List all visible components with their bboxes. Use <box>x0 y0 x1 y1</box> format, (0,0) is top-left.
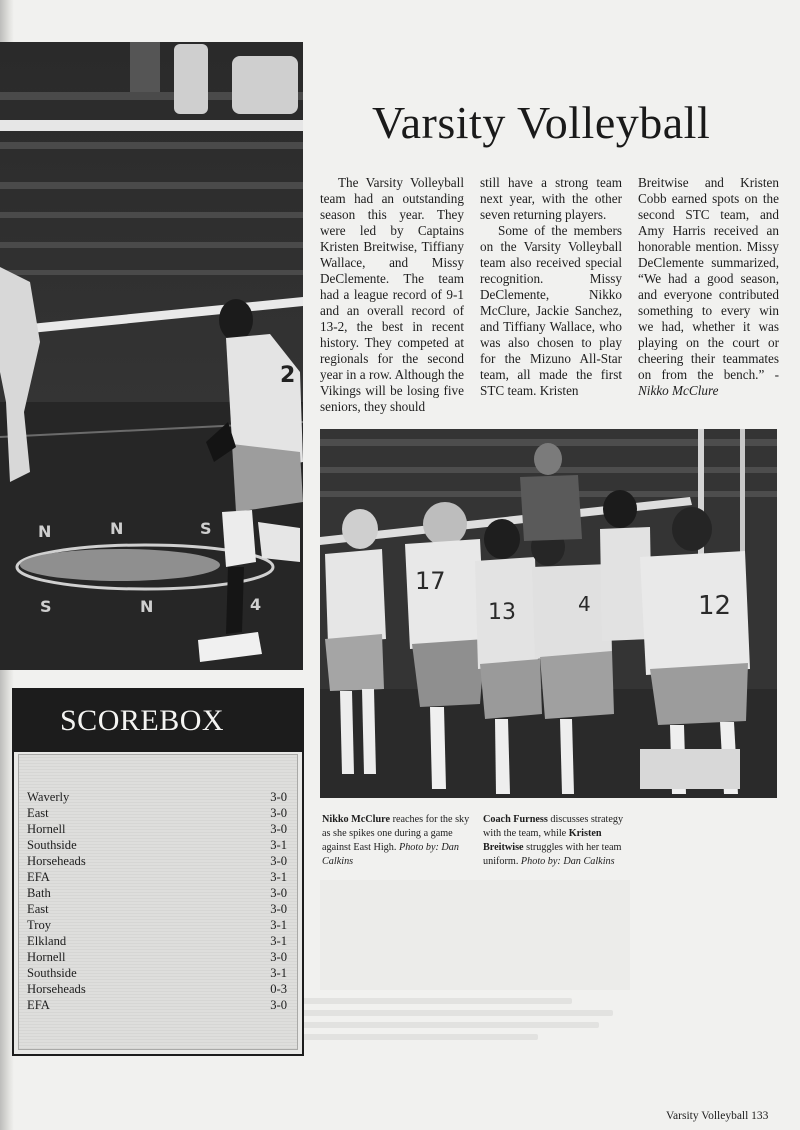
photo-team-huddle <box>320 429 777 798</box>
score-result: 3-1 <box>270 838 287 852</box>
score-result: 3-1 <box>270 934 287 948</box>
faint-line <box>300 1034 538 1040</box>
photo-credit: Photo by: Dan Calkins <box>322 842 459 867</box>
score-row <box>19 869 297 885</box>
score-team: EFA <box>27 998 50 1012</box>
score-result: 3-0 <box>270 950 287 964</box>
floor-letter: N <box>110 519 124 538</box>
jersey-number: 2 <box>280 363 296 388</box>
article-column-3 <box>638 175 779 399</box>
score-team: Southside <box>27 838 77 852</box>
article-column-2 <box>480 175 622 399</box>
score-team: Troy <box>27 918 52 932</box>
score-row <box>19 837 297 853</box>
jersey-number: 13 <box>488 600 516 625</box>
score-row <box>19 821 297 837</box>
score-team: Horseheads <box>27 982 86 996</box>
score-result: 3-0 <box>270 998 287 1012</box>
score-team: EFA <box>27 870 50 884</box>
caption-text: discusses strategy with the team, while <box>483 814 624 839</box>
score-team: Waverly <box>27 790 70 804</box>
score-result: 0-3 <box>270 982 287 996</box>
score-team: Horseheads <box>27 854 86 868</box>
article-paragraph: still have a strong team next year, with the other seven returning players. <box>480 175 622 222</box>
score-row <box>19 965 297 981</box>
scorebox-table <box>18 754 298 1050</box>
caption-subject: Nikko McClure <box>322 814 391 825</box>
caption-right <box>483 813 629 869</box>
faint-line <box>300 1022 599 1028</box>
faint-backside-block <box>320 880 630 990</box>
photo-spike <box>0 42 303 670</box>
caption-text: reaches for the sky as she spikes one during a game against East High. <box>322 814 470 853</box>
score-row <box>19 933 297 949</box>
scorebox-heading: SCOREBOX <box>14 690 302 752</box>
score-result: 3-0 <box>270 902 287 916</box>
score-team: Bath <box>27 886 51 900</box>
score-result: 3-1 <box>270 870 287 884</box>
caption-subject: Kristen Breitwise <box>483 828 602 853</box>
jersey-number: 17 <box>415 567 446 595</box>
photo-credit: Photo by: Dan Calkins <box>520 856 615 867</box>
caption-subject: Coach Furness <box>483 814 548 825</box>
score-row <box>19 805 297 821</box>
scorebox <box>12 688 304 1056</box>
floor-letter: S <box>40 597 52 616</box>
score-result: 3-0 <box>270 886 287 900</box>
score-row <box>19 789 297 805</box>
score-row <box>19 901 297 917</box>
jersey-number: 12 <box>698 591 732 621</box>
score-team: Hornell <box>27 950 66 964</box>
article-paragraph: The Varsity Volleyball team had an outstanding season this year. They were led by Captains Kristen Breitwise, Tiffiany Wallace, and Missy DeClemente. The team had a league record of 9-1 and an overall record of 13-2, the best in recent history. They competed at regionals for the second year in a row. Although the Vikings will be losing five seniors, they should <box>320 175 464 414</box>
score-result: 3-1 <box>270 918 287 932</box>
faint-backside-text <box>300 992 640 1062</box>
score-result: 3-0 <box>270 822 287 836</box>
floor-letter: N <box>38 522 52 541</box>
faint-line <box>300 998 572 1004</box>
article-column-1 <box>320 175 464 415</box>
caption-left <box>322 813 470 869</box>
score-team: Southside <box>27 966 77 980</box>
score-team: Hornell <box>27 822 66 836</box>
score-row <box>19 853 297 869</box>
score-team: East <box>27 902 49 916</box>
article-paragraph <box>638 175 779 399</box>
page-footer: Varsity Volleyball 133 <box>666 1110 769 1122</box>
jersey-number: 4 <box>578 592 591 616</box>
score-result: 3-0 <box>270 806 287 820</box>
photo-spike-image <box>0 42 303 670</box>
score-result: 3-1 <box>270 966 287 980</box>
article-text: Breitwise and Kristen Cobb earned spots on the second STC team, and Amy Harris received an honorable mention. Missy DeClemente summarized, “We had a good season, and everyone contributed something to every win we had, whether it was playing on the court or cheering their teammates on from the bench.” <box>638 175 779 382</box>
floor-letter: N <box>140 597 154 616</box>
photo-team-huddle-image <box>320 429 777 798</box>
score-result: 3-0 <box>270 854 287 868</box>
score-team: Elkland <box>27 934 67 948</box>
score-team: East <box>27 806 49 820</box>
score-row <box>19 997 297 1013</box>
score-row <box>19 917 297 933</box>
caption-text: struggles with her team uniform. <box>483 842 622 867</box>
faint-line <box>300 1010 613 1016</box>
floor-letter: 4 <box>250 595 262 614</box>
score-row <box>19 885 297 901</box>
article-signature: -Nikko McClure <box>638 367 780 398</box>
score-row <box>19 949 297 965</box>
score-row <box>19 981 297 997</box>
page-title: Varsity Volleyball <box>372 97 711 148</box>
article-paragraph: Some of the members on the Varsity Volleyball team also received special recognition. Missy DeClemente, Nikko McClure, Jackie Sanchez, and Tiffiany Wallace, who was also chosen to play for the Mizuno All-Star team, all made the first STC team. Kristen <box>480 223 622 398</box>
score-result: 3-0 <box>270 790 287 804</box>
floor-letter: S <box>200 519 212 538</box>
